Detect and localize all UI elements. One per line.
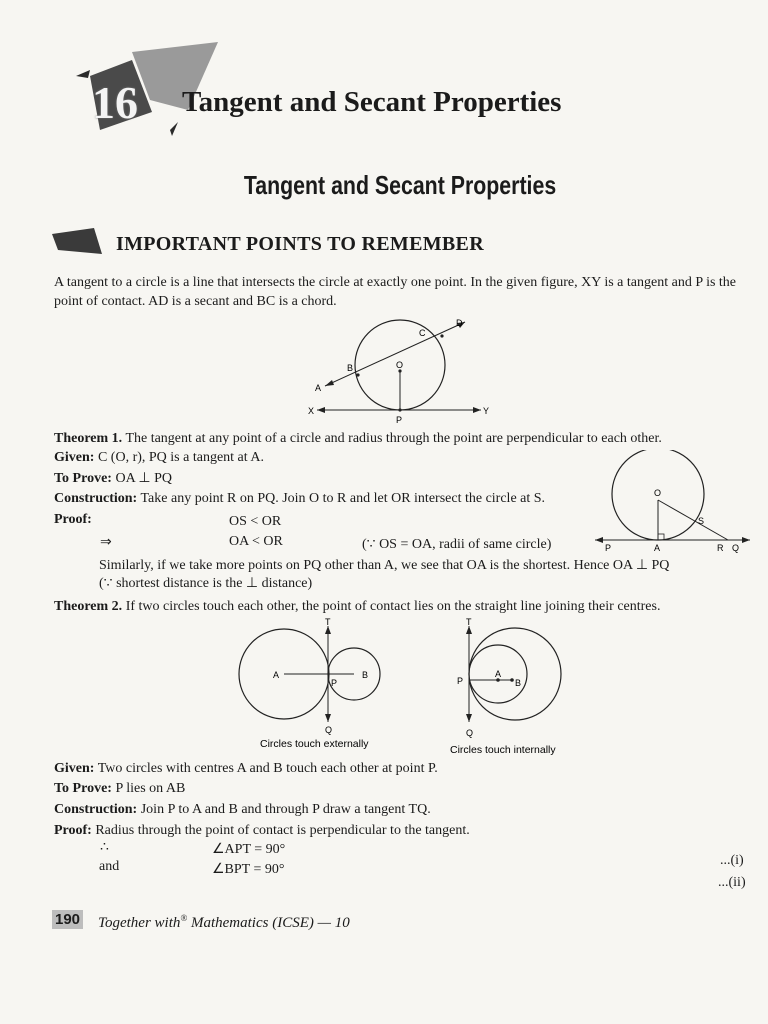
page-title: Tangent and Secant Properties: [243, 170, 557, 200]
brand-name: Together with: [98, 915, 181, 931]
figure-touching-circles: [230, 616, 580, 758]
theorem2-eq2: ∠BPT = 90°: [212, 862, 285, 877]
theorem2-given-text: Two circles with centres A and B touch each other at point P.: [97, 761, 438, 776]
theorem1-proof-line2: OA < OR: [229, 534, 283, 549]
theorem2-construction-label: Construction:: [54, 802, 138, 817]
fig3-int-label-q: Q: [466, 728, 474, 738]
theorem2-proof-label: Proof:: [54, 823, 92, 838]
book-title: Mathematics (ICSE) — 10: [190, 915, 350, 931]
fig3-ext-label-q: Q: [325, 725, 333, 735]
chapter-title: Tangent and Secant Properties: [182, 86, 562, 118]
theorem2-given-label: Given:: [54, 761, 95, 776]
theorem2-eq1-ref: ...(i): [720, 853, 744, 868]
theorem1-proof-line1: OS < OR: [229, 514, 282, 529]
theorem1-similarly: Similarly, if we take more points on PQ other than A, we see that OA is the shortest. Hence OA ⊥ PQ: [99, 558, 670, 573]
caption-external: Circles touch externally: [260, 738, 369, 750]
theorem2-to-prove: [54, 781, 185, 797]
fig3-ext-label-a: A: [273, 670, 280, 680]
registered-mark: ®: [180, 913, 188, 923]
theorem1-to-prove-text: OA ⊥ PQ: [115, 471, 172, 486]
theorem1-to-prove-label: To Prove:: [54, 471, 112, 486]
theorem2-given: [54, 761, 438, 777]
theorem1-given-text: C (O, r), PQ is a tangent at A.: [97, 450, 264, 465]
fig3-ext-label-p: P: [331, 678, 338, 688]
fig1-label-p: P: [396, 415, 403, 425]
theorem1-given-label: Given:: [54, 450, 95, 465]
intro-paragraph: A tangent to a circle is a line that intersects the circle at exactly one point. In the given figure, XY is a tangent and P is the point of contact. AD is a secant and BC is a chord.: [54, 275, 737, 309]
fig2-label-a: A: [654, 543, 661, 553]
theorem2-eq1: ∠APT = 90°: [212, 842, 286, 857]
theorem2-proof: [54, 823, 470, 839]
and-text: and: [99, 859, 120, 874]
fig1-label-a: A: [315, 383, 322, 393]
chapter-number: 16: [92, 77, 138, 128]
fig2-label-q: Q: [732, 543, 740, 553]
fig2-label-s: S: [698, 516, 705, 526]
theorem1-label: Theorem 1.: [54, 431, 123, 446]
fig3-int-label-p: P: [457, 676, 464, 686]
theorem2-eq2-ref: ...(ii): [718, 875, 746, 890]
fig3-int-label-t: T: [466, 617, 472, 627]
section-marker-icon: [52, 228, 104, 258]
theorem2-statement: [54, 599, 660, 615]
chapter-header-graphic: [60, 30, 240, 140]
proof-label: Proof:: [54, 512, 92, 527]
theorem2-to-prove-text: P lies on AB: [115, 781, 186, 796]
theorem2-construction: [54, 802, 431, 818]
theorem2-text: If two circles touch each other, the point of contact lies on the straight line joining their centres.: [125, 599, 661, 614]
theorem1-given: [54, 450, 264, 466]
figure-tangent-secant: [305, 316, 495, 426]
fig2-label-r: R: [717, 543, 724, 553]
footer-title: [98, 913, 350, 932]
theorem1-to-prove: [54, 470, 172, 487]
figure-theorem1: [590, 450, 760, 558]
theorem1-construction: [54, 491, 545, 507]
fig3-ext-label-b: B: [362, 670, 369, 680]
theorem2-construction-text: Join P to A and B and through P draw a tangent TQ.: [140, 802, 431, 817]
theorem2-proof-text: Radius through the point of contact is perpendicular to the tangent.: [95, 823, 470, 838]
therefore-symbol: ∴: [100, 840, 109, 855]
fig1-label-o: O: [396, 360, 404, 370]
caption-internal: Circles touch internally: [450, 744, 556, 756]
fig2-label-o: O: [654, 488, 662, 498]
fig1-label-b: B: [347, 363, 354, 373]
fig1-label-d: D: [456, 318, 463, 328]
theorem1-text: The tangent at any point of a circle and radius through the point are perpendicular to each other.: [125, 431, 662, 446]
fig1-label-y: Y: [483, 406, 490, 416]
implies-symbol: ⇒: [100, 535, 112, 550]
theorem1-construction-text: Take any point R on PQ. Join O to R and let OR intersect the circle at S.: [140, 491, 546, 506]
fig3-int-label-a: A: [495, 669, 502, 679]
fig3-ext-label-t: T: [325, 617, 331, 627]
theorem1-proof-label: [54, 512, 92, 528]
theorem1-proof-reason: (∵ OS = OA, radii of same circle): [362, 537, 552, 552]
page-number: 190: [52, 910, 83, 929]
theorem2-to-prove-label: To Prove:: [54, 781, 112, 796]
section-heading: IMPORTANT POINTS TO REMEMBER: [116, 233, 484, 255]
theorem1-construction-label: Construction:: [54, 491, 138, 506]
fig1-label-c: C: [419, 328, 426, 338]
theorem2-label: Theorem 2.: [54, 599, 123, 614]
fig3-int-label-b: B: [515, 678, 522, 688]
theorem1-shortest-note: (∵ shortest distance is the ⊥ distance): [99, 576, 313, 591]
fig1-label-x: X: [308, 406, 315, 416]
fig2-label-p: P: [605, 543, 612, 553]
theorem1-statement: [54, 431, 662, 447]
